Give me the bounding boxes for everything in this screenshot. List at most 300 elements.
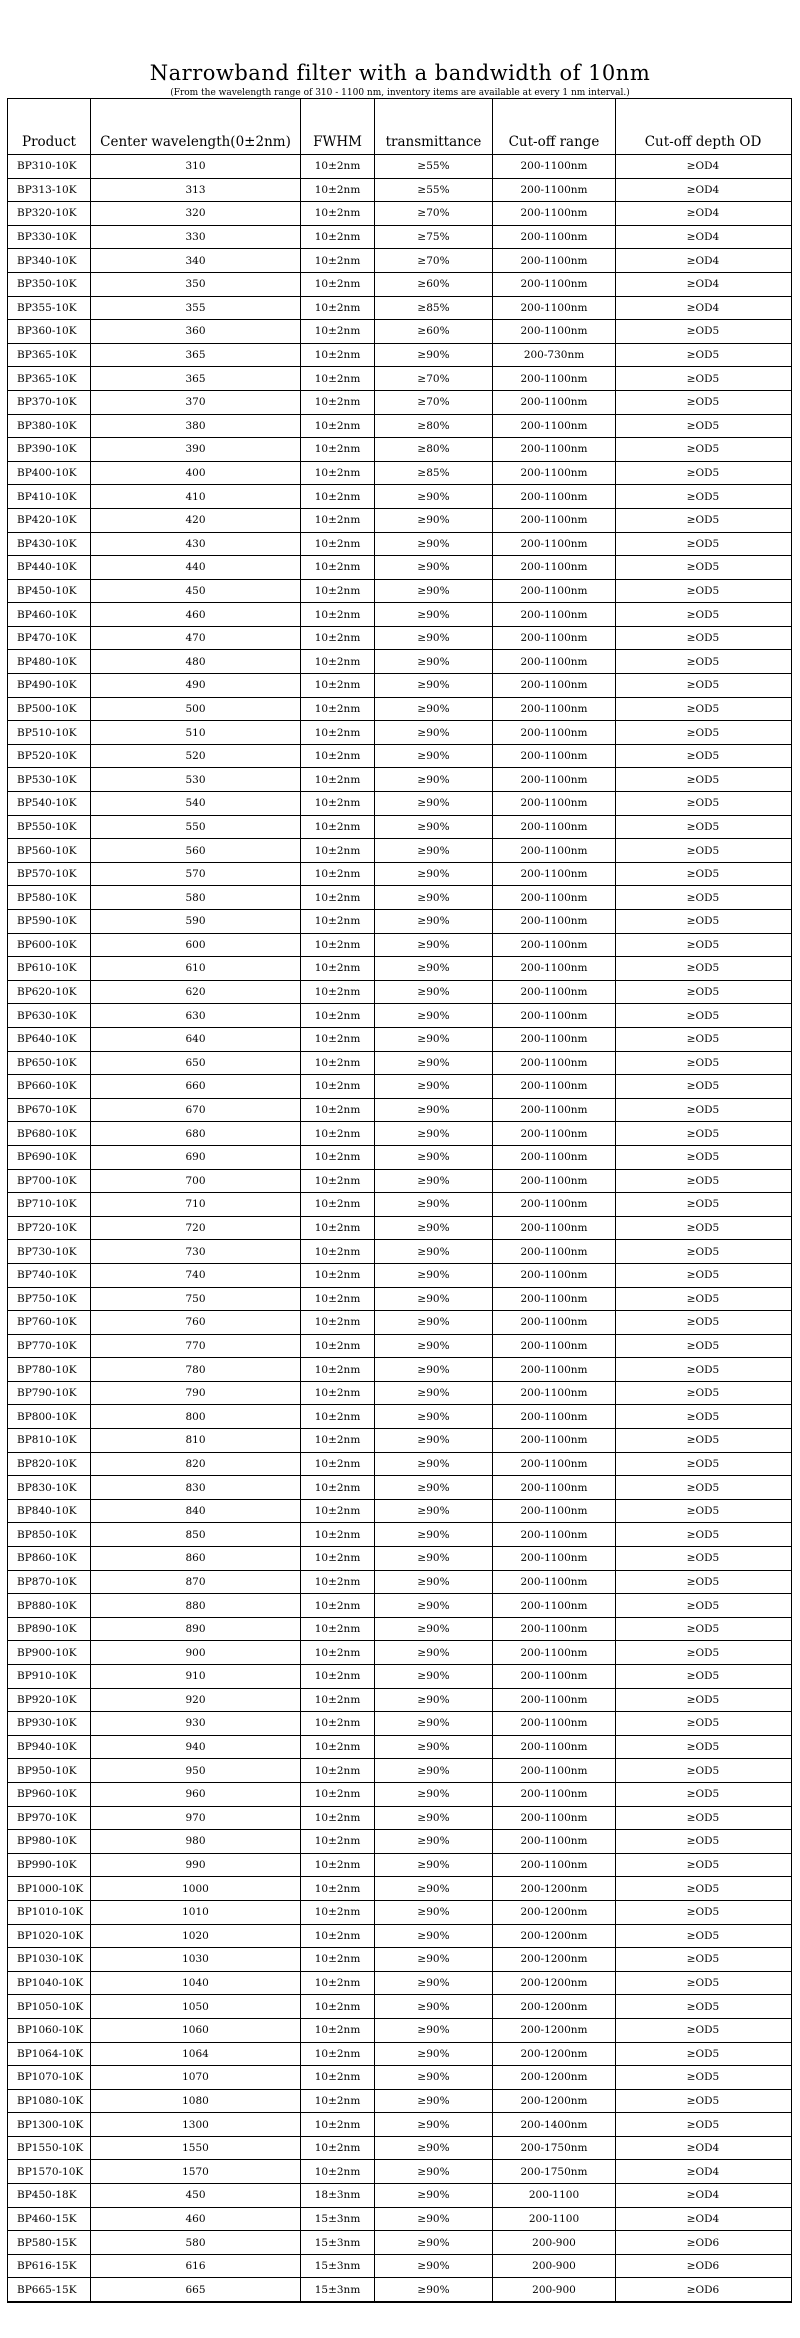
cell-cutoff-depth: ≥OD5 [686, 1269, 720, 1282]
table-row [8, 839, 791, 863]
cell-cutoff-range: 200-1750nm [493, 2160, 616, 2183]
table-row [8, 2278, 791, 2302]
cell-transmittance: ≥90% [375, 1830, 493, 1853]
cell-transmittance: ≥90% [375, 2160, 493, 2183]
table-row [8, 2043, 791, 2067]
cell-fwhm: 10±2nm [301, 1547, 375, 1570]
cell-product: BP710-10K [8, 1193, 91, 1216]
cell-center-wavelength: 880 [91, 1594, 301, 1617]
table-row [8, 1972, 791, 1996]
cell-center-wavelength: 650 [91, 1052, 301, 1075]
cell-product: BP510-10K [8, 721, 91, 744]
cell-cutoff-depth: ≥OD5 [686, 797, 720, 810]
cell-cutoff-range: 200-730nm [493, 344, 616, 367]
cell-fwhm: 10±2nm [301, 1075, 375, 1098]
table-row [8, 674, 791, 698]
cell-product: BP910-10K [8, 1665, 91, 1688]
table-row [8, 1901, 791, 1925]
cell-fwhm: 10±2nm [301, 2160, 375, 2183]
cell-transmittance: ≥90% [375, 1571, 493, 1594]
cell-fwhm: 10±2nm [301, 273, 375, 296]
cell-transmittance: ≥90% [375, 1925, 493, 1948]
cell-center-wavelength: 1000 [91, 1877, 301, 1900]
cell-cutoff-range: 200-1100nm [493, 179, 616, 202]
cell-transmittance: ≥90% [375, 1807, 493, 1830]
cell-cutoff-depth: ≥OD5 [686, 561, 720, 574]
filter-table [7, 98, 792, 2303]
cell-fwhm: 10±2nm [301, 1217, 375, 1240]
cell-cutoff-depth: ≥OD5 [686, 726, 720, 739]
header-center-wavelength: Center wavelength(0±2nm) [91, 99, 301, 154]
table-row [8, 886, 791, 910]
cell-product: BP600-10K [8, 934, 91, 957]
cell-product: BP740-10K [8, 1264, 91, 1287]
cell-transmittance: ≥90% [375, 2066, 493, 2089]
cell-cutoff-depth: ≥OD4 [686, 2212, 720, 2225]
table-row [8, 1453, 791, 1477]
cell-center-wavelength: 460 [91, 603, 301, 626]
table-row [8, 721, 791, 745]
cell-transmittance: ≥90% [375, 1854, 493, 1877]
cell-transmittance: ≥90% [375, 650, 493, 673]
table-row [8, 2231, 791, 2255]
cell-center-wavelength: 940 [91, 1736, 301, 1759]
cell-product: BP570-10K [8, 863, 91, 886]
cell-center-wavelength: 520 [91, 745, 301, 768]
cell-product: BP770-10K [8, 1335, 91, 1358]
cell-center-wavelength: 320 [91, 202, 301, 225]
cell-cutoff-range: 200-1100nm [493, 1311, 616, 1334]
cell-product: BP1064-10K [8, 2043, 91, 2066]
table-row [8, 1264, 791, 1288]
cell-cutoff-range: 200-1100nm [493, 650, 616, 673]
cell-fwhm: 10±2nm [301, 1240, 375, 1263]
cell-center-wavelength: 313 [91, 179, 301, 202]
cell-transmittance: ≥90% [375, 1972, 493, 1995]
table-row [8, 745, 791, 769]
cell-cutoff-depth: ≥OD5 [686, 679, 720, 692]
cell-product: BP550-10K [8, 816, 91, 839]
cell-transmittance: ≥90% [375, 910, 493, 933]
table-row [8, 934, 791, 958]
cell-cutoff-depth: ≥OD5 [686, 655, 720, 668]
cell-cutoff-range: 200-1100nm [493, 391, 616, 414]
cell-center-wavelength: 900 [91, 1641, 301, 1664]
cell-product: BP960-10K [8, 1783, 91, 1806]
table-row [8, 1689, 791, 1713]
cell-center-wavelength: 710 [91, 1193, 301, 1216]
cell-fwhm: 10±2nm [301, 1854, 375, 1877]
cell-cutoff-depth: ≥OD5 [686, 1505, 720, 1518]
cell-cutoff-depth: ≥OD5 [686, 372, 720, 385]
cell-center-wavelength: 580 [91, 886, 301, 909]
cell-cutoff-depth: ≥OD5 [686, 349, 720, 362]
cell-fwhm: 10±2nm [301, 674, 375, 697]
table-row [8, 2137, 791, 2161]
table-row [8, 1476, 791, 1500]
cell-cutoff-depth: ≥OD5 [686, 1245, 720, 1258]
cell-center-wavelength: 1570 [91, 2160, 301, 2183]
header-cutoff-range: Cut-off range [493, 99, 616, 154]
cell-cutoff-depth: ≥OD5 [686, 1457, 720, 1470]
cell-center-wavelength: 680 [91, 1122, 301, 1145]
cell-cutoff-range: 200-1100nm [493, 1689, 616, 1712]
cell-product: BP900-10K [8, 1641, 91, 1664]
cell-center-wavelength: 840 [91, 1500, 301, 1523]
cell-fwhm: 10±2nm [301, 509, 375, 532]
cell-transmittance: ≥90% [375, 1901, 493, 1924]
cell-fwhm: 10±2nm [301, 2019, 375, 2042]
cell-product: BP990-10K [8, 1854, 91, 1877]
cell-product: BP616-15K [8, 2255, 91, 2278]
cell-fwhm: 10±2nm [301, 297, 375, 320]
cell-cutoff-range: 200-1100 [493, 2184, 616, 2207]
cell-transmittance: ≥90% [375, 1736, 493, 1759]
cell-cutoff-depth: ≥OD5 [686, 868, 720, 881]
cell-product: BP365-10K [8, 367, 91, 390]
cell-product: BP620-10K [8, 981, 91, 1004]
cell-transmittance: ≥90% [375, 2113, 493, 2136]
cell-product: BP450-18K [8, 2184, 91, 2207]
cell-cutoff-range: 200-1400nm [493, 2113, 616, 2136]
cell-cutoff-depth: ≥OD5 [686, 938, 720, 951]
cell-fwhm: 10±2nm [301, 1736, 375, 1759]
table-row [8, 1099, 791, 1123]
cell-fwhm: 10±2nm [301, 1288, 375, 1311]
cell-transmittance: ≥90% [375, 1618, 493, 1641]
cell-product: BP930-10K [8, 1712, 91, 1735]
cell-product: BP970-10K [8, 1807, 91, 1830]
cell-product: BP1080-10K [8, 2090, 91, 2113]
cell-cutoff-depth: ≥OD5 [686, 1410, 720, 1423]
cell-cutoff-depth: ≥OD5 [686, 1906, 720, 1919]
cell-fwhm: 10±2nm [301, 768, 375, 791]
cell-center-wavelength: 500 [91, 698, 301, 721]
cell-fwhm: 10±2nm [301, 367, 375, 390]
cell-cutoff-range: 200-1100nm [493, 556, 616, 579]
cell-fwhm: 18±3nm [301, 2184, 375, 2207]
cell-center-wavelength: 1550 [91, 2137, 301, 2160]
cell-transmittance: ≥90% [375, 1146, 493, 1169]
cell-cutoff-depth: ≥OD5 [686, 1552, 720, 1565]
header-transmittance: transmittance [375, 99, 493, 154]
table-row [8, 2208, 791, 2232]
cell-cutoff-depth: ≥OD5 [686, 1104, 720, 1117]
table-row [8, 1288, 791, 1312]
cell-cutoff-range: 200-1100nm [493, 1052, 616, 1075]
cell-cutoff-depth: ≥OD5 [686, 467, 720, 480]
table-row [8, 2160, 791, 2184]
cell-cutoff-depth: ≥OD5 [686, 1811, 720, 1824]
cell-fwhm: 10±2nm [301, 1925, 375, 1948]
cell-cutoff-depth: ≥OD5 [686, 1151, 720, 1164]
cell-fwhm: 10±2nm [301, 1901, 375, 1924]
table-row [8, 1311, 791, 1335]
cell-cutoff-range: 200-1100nm [493, 1807, 616, 1830]
cell-cutoff-range: 200-1100nm [493, 1736, 616, 1759]
cell-transmittance: ≥90% [375, 674, 493, 697]
cell-center-wavelength: 380 [91, 415, 301, 438]
cell-product: BP690-10K [8, 1146, 91, 1169]
cell-fwhm: 10±2nm [301, 320, 375, 343]
cell-product: BP1050-10K [8, 1995, 91, 2018]
cell-transmittance: ≥70% [375, 391, 493, 414]
cell-transmittance: ≥90% [375, 1193, 493, 1216]
cell-cutoff-depth: ≥OD5 [686, 750, 720, 763]
cell-product: BP800-10K [8, 1405, 91, 1428]
table-row [8, 1170, 791, 1194]
cell-center-wavelength: 370 [91, 391, 301, 414]
cell-center-wavelength: 760 [91, 1311, 301, 1334]
cell-center-wavelength: 800 [91, 1405, 301, 1428]
table-row [8, 1335, 791, 1359]
table-row [8, 1217, 791, 1241]
cell-center-wavelength: 480 [91, 650, 301, 673]
cell-transmittance: ≥90% [375, 2137, 493, 2160]
cell-product: BP590-10K [8, 910, 91, 933]
header-cutoff-depth: Cut-off depth OD [644, 134, 762, 150]
cell-transmittance: ≥90% [375, 1122, 493, 1145]
cell-cutoff-range: 200-1100nm [493, 910, 616, 933]
table-row [8, 415, 791, 439]
cell-cutoff-depth: ≥OD5 [686, 1670, 720, 1683]
cell-center-wavelength: 616 [91, 2255, 301, 2278]
cell-cutoff-depth: ≥OD5 [686, 419, 720, 432]
cell-cutoff-range: 200-1100nm [493, 1075, 616, 1098]
cell-cutoff-range: 200-1100nm [493, 1146, 616, 1169]
cell-cutoff-range: 200-1100nm [493, 249, 616, 272]
cell-product: BP850-10K [8, 1523, 91, 1546]
cell-product: BP530-10K [8, 768, 91, 791]
cell-cutoff-range: 200-1100nm [493, 674, 616, 697]
cell-product: BP860-10K [8, 1547, 91, 1570]
cell-center-wavelength: 430 [91, 533, 301, 556]
table-row [8, 533, 791, 557]
cell-transmittance: ≥90% [375, 1264, 493, 1287]
cell-cutoff-depth: ≥OD5 [686, 1575, 720, 1588]
cell-fwhm: 10±2nm [301, 745, 375, 768]
cell-cutoff-depth: ≥OD5 [686, 1316, 720, 1329]
cell-transmittance: ≥90% [375, 2184, 493, 2207]
cell-transmittance: ≥90% [375, 1665, 493, 1688]
table-row [8, 509, 791, 533]
cell-transmittance: ≥90% [375, 2019, 493, 2042]
cell-cutoff-depth: ≥OD5 [686, 1741, 720, 1754]
cell-transmittance: ≥90% [375, 886, 493, 909]
cell-cutoff-depth: ≥OD5 [686, 1056, 720, 1069]
cell-center-wavelength: 910 [91, 1665, 301, 1688]
cell-fwhm: 10±2nm [301, 1004, 375, 1027]
cell-center-wavelength: 820 [91, 1453, 301, 1476]
cell-cutoff-depth: ≥OD6 [686, 2236, 720, 2249]
cell-cutoff-depth: ≥OD5 [686, 844, 720, 857]
cell-center-wavelength: 540 [91, 792, 301, 815]
cell-transmittance: ≥90% [375, 1877, 493, 1900]
cell-cutoff-range: 200-1100nm [493, 273, 616, 296]
table-row [8, 2090, 791, 2114]
cell-cutoff-depth: ≥OD5 [686, 1528, 720, 1541]
table-row [8, 2184, 791, 2208]
cell-product: BP580-15K [8, 2231, 91, 2254]
cell-cutoff-range: 200-1100nm [493, 320, 616, 343]
table-row [8, 1571, 791, 1595]
cell-fwhm: 10±2nm [301, 1618, 375, 1641]
cell-cutoff-depth: ≥OD5 [686, 1882, 720, 1895]
cell-fwhm: 10±2nm [301, 1500, 375, 1523]
cell-center-wavelength: 330 [91, 226, 301, 249]
cell-fwhm: 10±2nm [301, 415, 375, 438]
table-row [8, 297, 791, 321]
cell-cutoff-range: 200-1100nm [493, 367, 616, 390]
cell-product: BP580-10K [8, 886, 91, 909]
cell-product: BP980-10K [8, 1830, 91, 1853]
cell-cutoff-range: 200-1100nm [493, 1476, 616, 1499]
cell-product: BP360-10K [8, 320, 91, 343]
cell-product: BP410-10K [8, 485, 91, 508]
cell-product: BP920-10K [8, 1689, 91, 1712]
cell-fwhm: 10±2nm [301, 910, 375, 933]
cell-fwhm: 10±2nm [301, 556, 375, 579]
cell-center-wavelength: 700 [91, 1170, 301, 1193]
cell-fwhm: 10±2nm [301, 344, 375, 367]
cell-center-wavelength: 340 [91, 249, 301, 272]
cell-cutoff-depth: ≥OD5 [686, 773, 720, 786]
cell-transmittance: ≥80% [375, 438, 493, 461]
cell-fwhm: 10±2nm [301, 650, 375, 673]
cell-product: BP700-10K [8, 1170, 91, 1193]
table-row [8, 1665, 791, 1689]
cell-center-wavelength: 590 [91, 910, 301, 933]
cell-product: BP380-10K [8, 415, 91, 438]
cell-cutoff-depth: ≥OD5 [686, 1009, 720, 1022]
cell-fwhm: 10±2nm [301, 627, 375, 650]
cell-cutoff-depth: ≥OD5 [686, 1977, 720, 1990]
cell-transmittance: ≥90% [375, 2208, 493, 2231]
cell-product: BP1040-10K [8, 1972, 91, 1995]
cell-transmittance: ≥90% [375, 1405, 493, 1428]
cell-fwhm: 15±3nm [301, 2255, 375, 2278]
cell-cutoff-depth: ≥OD5 [686, 490, 720, 503]
page-title: Narrowband filter with a bandwidth of 10nm [149, 61, 651, 85]
table-row [8, 816, 791, 840]
table-row [8, 957, 791, 981]
table-row [8, 650, 791, 674]
cell-cutoff-range: 200-1100nm [493, 1641, 616, 1664]
cell-cutoff-depth: ≥OD5 [686, 2071, 720, 2084]
cell-cutoff-range: 200-1100nm [493, 509, 616, 532]
cell-cutoff-range: 200-1100nm [493, 1854, 616, 1877]
cell-cutoff-depth: ≥OD5 [686, 1788, 720, 1801]
cell-cutoff-range: 200-1100nm [493, 1830, 616, 1853]
cell-fwhm: 10±2nm [301, 226, 375, 249]
cell-cutoff-range: 200-1100nm [493, 1028, 616, 1051]
cell-product: BP470-10K [8, 627, 91, 650]
cell-product: BP1000-10K [8, 1877, 91, 1900]
cell-product: BP630-10K [8, 1004, 91, 1027]
cell-cutoff-range: 200-1100nm [493, 1217, 616, 1240]
cell-center-wavelength: 470 [91, 627, 301, 650]
cell-center-wavelength: 420 [91, 509, 301, 532]
table-row [8, 627, 791, 651]
cell-cutoff-range: 200-1100nm [493, 1594, 616, 1617]
cell-cutoff-range: 200-1100nm [493, 1099, 616, 1122]
cell-cutoff-range: 200-1100nm [493, 1453, 616, 1476]
cell-cutoff-range: 200-1100nm [493, 1170, 616, 1193]
cell-product: BP650-10K [8, 1052, 91, 1075]
cell-cutoff-depth: ≥OD5 [686, 2024, 720, 2037]
cell-cutoff-depth: ≥OD5 [686, 1080, 720, 1093]
cell-center-wavelength: 630 [91, 1004, 301, 1027]
cell-product: BP330-10K [8, 226, 91, 249]
cell-center-wavelength: 310 [91, 155, 301, 178]
cell-cutoff-depth: ≥OD5 [686, 891, 720, 904]
cell-product: BP400-10K [8, 462, 91, 485]
cell-center-wavelength: 580 [91, 2231, 301, 2254]
cell-center-wavelength: 990 [91, 1854, 301, 1877]
cell-fwhm: 10±2nm [301, 1028, 375, 1051]
cell-fwhm: 10±2nm [301, 179, 375, 202]
cell-product: BP430-10K [8, 533, 91, 556]
cell-transmittance: ≥85% [375, 462, 493, 485]
cell-cutoff-range: 200-1100nm [493, 1783, 616, 1806]
cell-fwhm: 10±2nm [301, 249, 375, 272]
cell-cutoff-range: 200-1100 [493, 2208, 616, 2231]
cell-center-wavelength: 400 [91, 462, 301, 485]
cell-product: BP760-10K [8, 1311, 91, 1334]
cell-fwhm: 10±2nm [301, 2043, 375, 2066]
table-row [8, 1995, 791, 2019]
cell-cutoff-range: 200-1100nm [493, 1240, 616, 1263]
cell-center-wavelength: 790 [91, 1382, 301, 1405]
table-row [8, 1075, 791, 1099]
cell-center-wavelength: 860 [91, 1547, 301, 1570]
cell-fwhm: 10±2nm [301, 934, 375, 957]
cell-center-wavelength: 1064 [91, 2043, 301, 2066]
cell-cutoff-depth: ≥OD5 [686, 396, 720, 409]
table-row [8, 2019, 791, 2043]
cell-transmittance: ≥55% [375, 155, 493, 178]
cell-fwhm: 10±2nm [301, 957, 375, 980]
cell-center-wavelength: 890 [91, 1618, 301, 1641]
cell-product: BP790-10K [8, 1382, 91, 1405]
cell-cutoff-range: 200-900 [493, 2278, 616, 2301]
cell-cutoff-range: 200-1100nm [493, 1358, 616, 1381]
cell-fwhm: 10±2nm [301, 1429, 375, 1452]
table-row [8, 556, 791, 580]
cell-cutoff-depth: ≥OD5 [686, 325, 720, 338]
cell-cutoff-depth: ≥OD5 [686, 1198, 720, 1211]
cell-cutoff-depth: ≥OD5 [686, 1859, 720, 1872]
table-row [8, 698, 791, 722]
cell-cutoff-depth: ≥OD5 [686, 537, 720, 550]
cell-center-wavelength: 440 [91, 556, 301, 579]
cell-product: BP1030-10K [8, 1948, 91, 1971]
cell-center-wavelength: 1040 [91, 1972, 301, 1995]
table-row [8, 1146, 791, 1170]
cell-transmittance: ≥90% [375, 1217, 493, 1240]
cell-transmittance: ≥90% [375, 768, 493, 791]
cell-product: BP610-10K [8, 957, 91, 980]
cell-fwhm: 10±2nm [301, 1783, 375, 1806]
cell-center-wavelength: 560 [91, 839, 301, 862]
cell-transmittance: ≥90% [375, 2231, 493, 2254]
cell-center-wavelength: 450 [91, 2184, 301, 2207]
cell-cutoff-range: 200-1100nm [493, 768, 616, 791]
cell-fwhm: 10±2nm [301, 886, 375, 909]
cell-fwhm: 10±2nm [301, 202, 375, 225]
cell-fwhm: 10±2nm [301, 1264, 375, 1287]
cell-cutoff-depth: ≥OD5 [686, 443, 720, 456]
